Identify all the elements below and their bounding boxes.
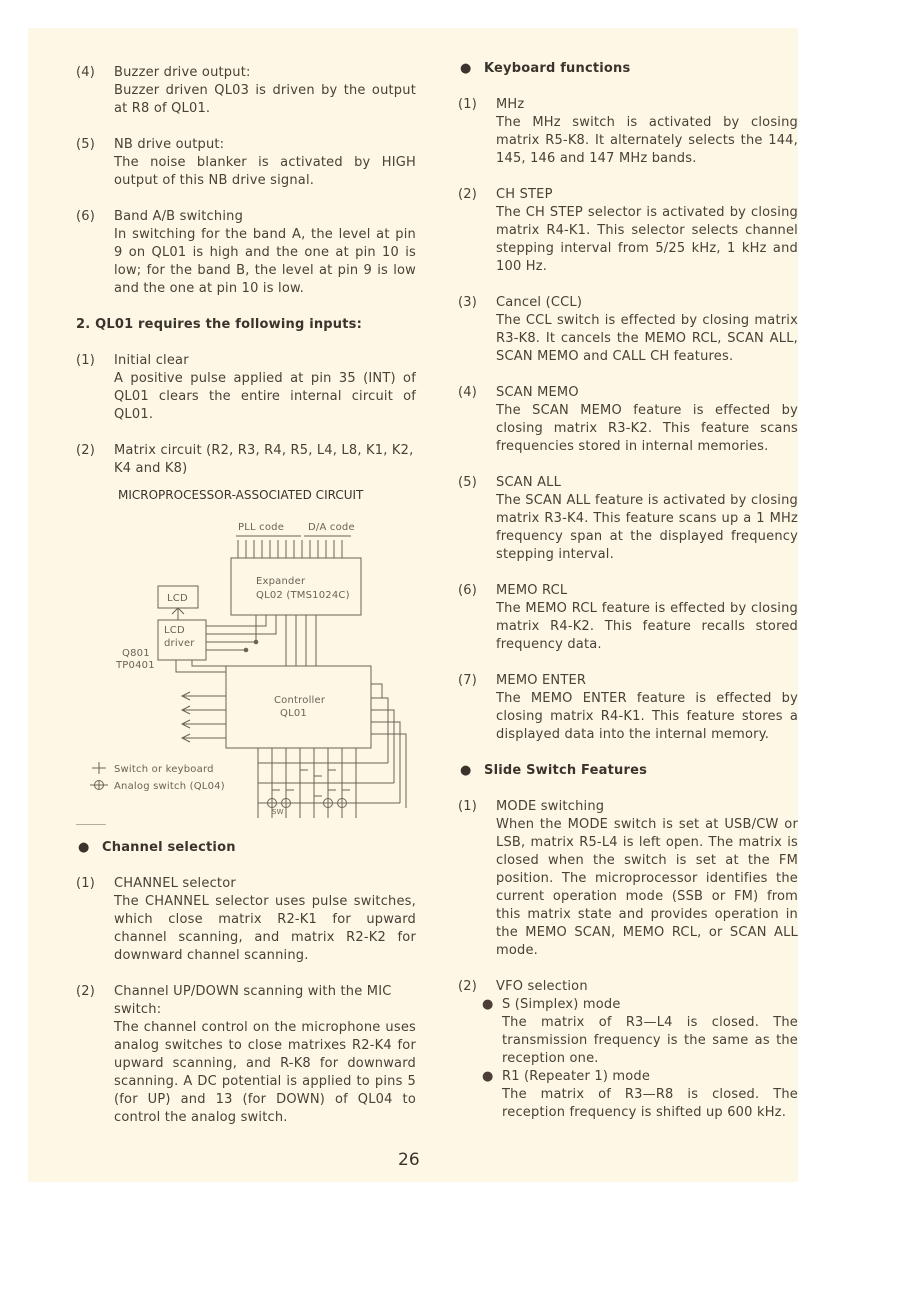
page-number: 26 xyxy=(398,1150,420,1170)
list-item: (6) Band A/B switching In switching for the band A, the level at pin 9 on QL01 is high and the one at pin 10 is low; for the band B, the level at pin 9 is low and the one at pin 10 is low. xyxy=(76,209,416,296)
list-item: (2) Matrix circuit (R2, R3, R4, R5, L4, L8, K1, K2, K4 and K8) xyxy=(76,443,414,476)
bullet-icon: ● xyxy=(460,61,472,76)
list-item: (5) SCAN ALL The SCAN ALL feature is activated by closing matrix R3-K4. This feature scans up a 1 MHz frequency span at the displayed frequency stepping interval. xyxy=(458,475,798,562)
section-heading: 2. QL01 requires the following inputs: xyxy=(76,317,363,332)
sub-list-item: ● R1 (Repeater 1) mode The matrix of R3—R8 is closed. The reception frequency is shifted up 600 kHz. xyxy=(482,1069,798,1120)
left-column xyxy=(76,64,416,1145)
matrix-switches xyxy=(268,770,351,808)
keyboard-functions-heading: ● Keyboard functions xyxy=(460,61,631,76)
list-item: (1) MODE switching When the MODE switch is set at USB/CW or LSB, matrix R5-L4 is left open. The matrix is closed when the switch is set at the FM position. The microprocessor identifies the current operation mode (SSB or FM) from this matrix state and provides operation in the MEMO SCAN, MEMO RCL, or SCAN ALL mode. xyxy=(458,799,798,958)
list-item: (2) Channel UP/DOWN scanning with the MIC switch: The channel control on the microphone uses analog switches to close matrixes R2-K4 for upward scanning, and R-K8 for downward scanning. A DC potential is applied to pins 5 (for UP) and 13 (for DOWN) of QL04 to control the analog switch. xyxy=(76,984,416,1125)
da-code-label: D/A code xyxy=(308,522,355,533)
expander-chip-label: QL02 (TMS1024C) xyxy=(256,590,350,601)
lcd-label: LCD xyxy=(167,593,188,604)
list-item: (7) MEMO ENTER The MEMO ENTER feature is effected by closing matrix R4-K1. This feature stores a displayed data into the internal memory. xyxy=(458,673,798,742)
tp0401-label: TP0401 xyxy=(116,660,155,671)
pll-code-label: PLL code xyxy=(238,522,285,533)
list-item: (1) Initial clear A positive pulse applied at pin 35 (INT) of QL01 clears the entire internal circuit of QL01. xyxy=(76,353,416,422)
list-item: (3) Cancel (CCL) The CCL switch is effected by closing matrix R3-K8. It cancels the MEMO RCL, SCAN ALL, SCAN MEMO and CALL CH features. xyxy=(458,295,798,364)
legend-analog-label: Analog switch (QL04) xyxy=(114,781,225,792)
sub-list-item: ● S (Simplex) mode The matrix of R3—L4 is closed. The transmission frequency is the same as the reception one. xyxy=(482,997,798,1066)
list-item: (4) Buzzer drive output: Buzzer driven QL03 is driven by the output at R8 of QL01. xyxy=(76,65,416,116)
microprocessor-circuit-diagram xyxy=(76,508,416,818)
legend-switch-label: Switch or keyboard xyxy=(114,764,214,775)
bullet-icon: ● xyxy=(78,840,90,855)
switch-symbol-icon xyxy=(92,762,106,774)
channel-selection-heading: ● Channel selection xyxy=(78,840,236,855)
bullet-icon: ● xyxy=(482,1069,494,1084)
code-bus-lines xyxy=(238,540,342,558)
divider xyxy=(76,824,106,825)
bullet-icon: ● xyxy=(482,997,494,1012)
lcd-driver-label-2: driver xyxy=(164,638,195,649)
controller-box xyxy=(226,666,371,748)
q801-label: Q801 xyxy=(122,648,150,659)
expander-label: Expander xyxy=(256,576,306,587)
bullet-icon: ● xyxy=(460,763,472,778)
list-item: (2) CH STEP The CH STEP selector is activated by closing matrix R4-K1. This selector selects channel stepping interval from 5/25 kHz, 1 kHz and 100 Hz. xyxy=(458,187,798,274)
controller-chip-label: QL01 xyxy=(280,708,307,719)
list-item: (6) MEMO RCL The MEMO RCL feature is effected by closing matrix R4-K2. This feature recalls stored frequency data. xyxy=(458,583,798,652)
list-item: (2) VFO selection ● S (Simplex) mode The matrix of R3—L4 is closed. The transmission frequency is the same as the reception one. ● R1 (Repeater 1) mode The matrix of R3—R8 is closed. The reception frequency is shifted up 600 kHz. xyxy=(458,979,798,1120)
list-item: (1) CHANNEL selector The CHANNEL selector uses pulse switches, which close matrix R2-K1 for upward channel scanning, and matrix R2-K2 for downward channel scanning. xyxy=(76,876,416,963)
slide-switch-heading: ● Slide Switch Features xyxy=(460,763,648,778)
lcd-driver-label: LCD xyxy=(164,625,185,636)
diagram-title: MICROPROCESSOR-ASSOCIATED CIRCUIT xyxy=(118,488,364,502)
document-page xyxy=(28,28,798,1182)
lcd-arrow-icon xyxy=(172,608,184,620)
sw-label: SW xyxy=(272,808,284,816)
right-column xyxy=(458,60,798,1140)
controller-label: Controller xyxy=(274,695,326,706)
circuit-svg xyxy=(76,508,416,818)
list-item: (4) SCAN MEMO The SCAN MEMO feature is effected by closing matrix R3-K2. This feature scans frequencies stored in internal memories. xyxy=(458,385,798,454)
list-item: (5) NB drive output: The noise blanker is activated by HIGH output of this NB drive signal. xyxy=(76,137,416,188)
list-item: (1) MHz The MHz switch is activated by closing matrix R5-K8. It alternately selects the 144, 145, 146 and 147 MHz bands. xyxy=(458,97,798,166)
